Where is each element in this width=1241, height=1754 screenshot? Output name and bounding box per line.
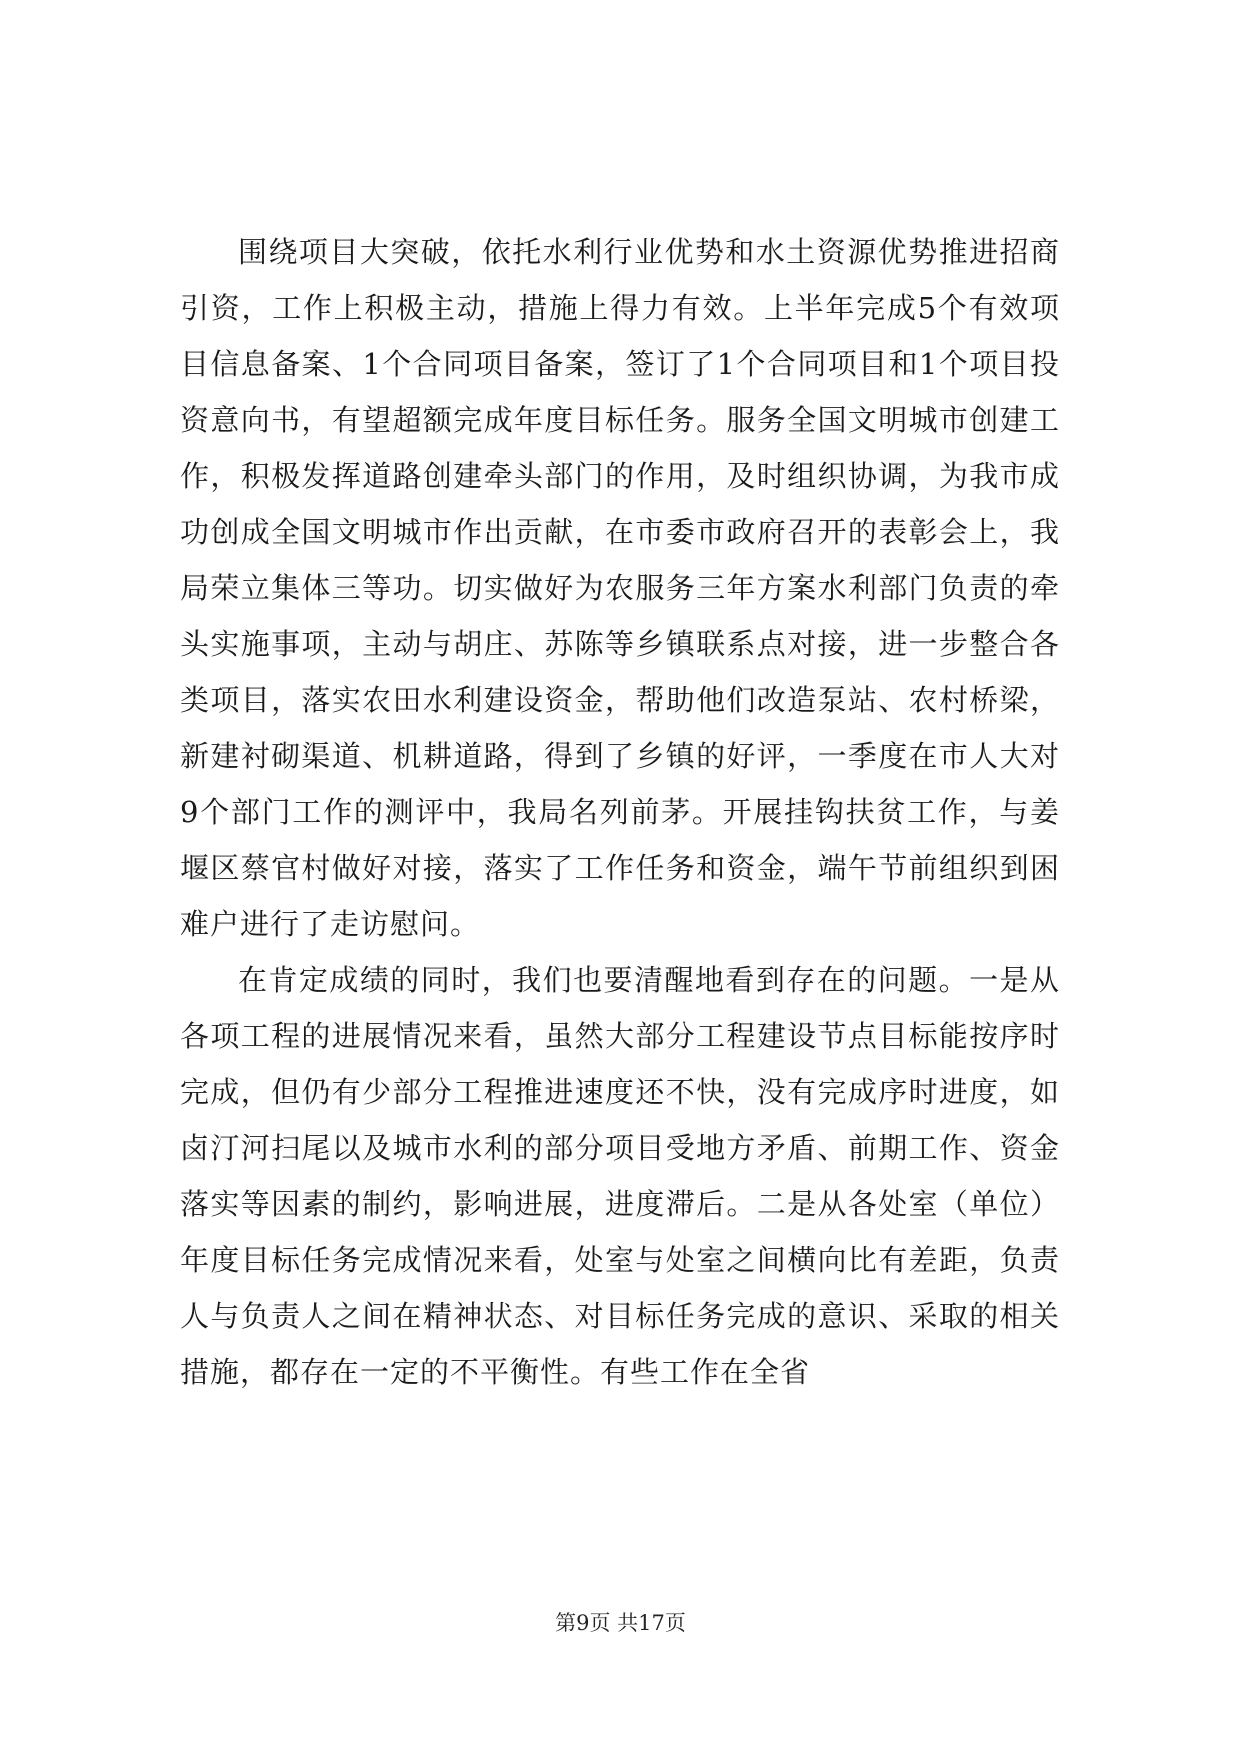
body-text <box>180 224 1060 1400</box>
page-footer: 第9页 共17页 <box>555 1611 686 1635</box>
paragraph-2: 在肯定成绩的同时，我们也要清醒地看到存在的问题。一是从各项工程的进展情况来看，虽然大部分工程建设节点目标能按序时完成，但仍有少部分工程推进速度还不快，没有完成序时进度，如卤汀河扫尾以及城市水利的部分项目受地方矛盾、前期工作、资金落实等因素的制约，影响进展，进度滞后。二是从各处室（单位）年度目标任务完成情况来看，处室与处室之间横向比有差距，负责人与负责人之间在精神状态、对目标任务完成的意识、采取的相关措施，都存在一定的不平衡性。有些工作在全省 <box>180 963 1060 1389</box>
paragraph-1: 围绕项目大突破，依托水利行业优势和水土资源优势推进招商引资，工作上积极主动，措施上得力有效。上半年完成5个有效项目信息备案、1个合同项目备案，签订了1个合同项目和1个项目投资意向书，有望超额完成年度目标任务。服务全国文明城市创建工作，积极发挥道路创建牵头部门的作用，及时组织协调，为我市成功创成全国文明城市作出贡献，在市委市政府召开的表彰会上，我局荣立集体三等功。切实做好为农服务三年方案水利部门负责的牵头实施事项，主动与胡庄、苏陈等乡镇联系点对接，进一步整合各类项目，落实农田水利建设资金，帮助他们改造泵站、农村桥梁，新建衬砌渠道、机耕道路，得到了乡镇的好评，一季度在市人大对9个部门工作的测评中，我局名列前茅。开展挂钩扶贫工作，与姜堰区蔡官村做好对接，落实了工作任务和资金，端午节前组织到困难户进行了走访慰问。 <box>180 235 1060 941</box>
